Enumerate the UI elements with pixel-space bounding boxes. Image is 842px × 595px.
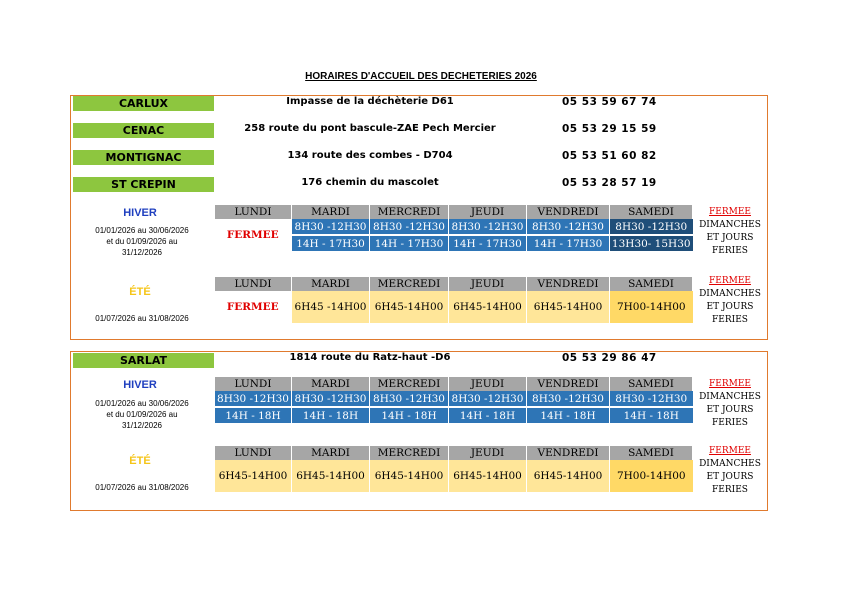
closed-note-line: ET JOURS <box>706 233 754 243</box>
site-phone: 05 53 29 15 59 <box>562 123 657 135</box>
closed-note-line: FERMEE <box>709 379 751 389</box>
closed-note-line: ET JOURS <box>706 405 754 415</box>
site-phone: 05 53 28 57 19 <box>562 177 657 189</box>
day-header: LUNDI <box>215 277 292 291</box>
day-header: MERCREDI <box>370 205 449 219</box>
winter-schedule-table <box>214 205 693 251</box>
day-header: VENDREDI <box>527 277 610 291</box>
season-winter-label: HIVER <box>123 379 157 391</box>
hours-cell: 8H30 -12H30 <box>527 219 610 234</box>
closed-note <box>694 206 766 258</box>
closed-cell: FERMEE <box>215 291 292 323</box>
site-name-montignac: MONTIGNAC <box>73 150 214 165</box>
hours-cell: 14H - 17H30 <box>292 236 370 251</box>
closed-note-line: DIMANCHES <box>699 220 761 230</box>
closed-note-line: FERIES <box>712 418 748 428</box>
closed-note <box>694 275 766 327</box>
hours-cell: 8H30 -12H30 <box>610 391 693 406</box>
season-summer-label: ÉTÉ <box>129 455 151 467</box>
winter-dates-line: et du 01/09/2026 au <box>106 410 178 419</box>
hours-cell: 14H - 17H30 <box>370 236 449 251</box>
closed-cell: FERMEE <box>215 219 292 251</box>
winter-dates-line: 01/01/2026 au 30/06/2026 <box>95 399 189 408</box>
day-header: SAMEDI <box>610 377 693 391</box>
hours-cell: 8H30 -12H30 <box>370 219 449 234</box>
closed-note-line: DIMANCHES <box>699 392 761 402</box>
page-title: HORAIRES D'ACCUEIL DES DECHETERIES 2026 <box>305 71 537 82</box>
closed-note-line: FERMEE <box>709 446 751 456</box>
day-header: SAMEDI <box>610 446 693 460</box>
site-name-st-crepin: ST CREPIN <box>73 177 214 192</box>
hours-cell: 7H00-14H00 <box>610 291 693 323</box>
hours-cell: 8H30 -12H30 <box>370 391 449 406</box>
day-header: MERCREDI <box>370 377 449 391</box>
day-header: JEUDI <box>449 277 527 291</box>
day-header: LUNDI <box>215 377 292 391</box>
hours-cell: 6H45 -14H00 <box>292 291 370 323</box>
season-summer-label: ÉTÉ <box>129 286 151 298</box>
day-header: MERCREDI <box>370 277 449 291</box>
summer-dates: 01/07/2026 au 31/08/2026 <box>95 483 189 492</box>
hours-cell: 6H45-14H00 <box>449 291 527 323</box>
hours-cell: 6H45-14H00 <box>292 460 370 492</box>
day-header: VENDREDI <box>527 205 610 219</box>
winter-dates <box>72 398 212 431</box>
hours-cell: 6H45-14H00 <box>370 291 449 323</box>
site-name-carlux: CARLUX <box>73 96 214 111</box>
summer-dates: 01/07/2026 au 31/08/2026 <box>95 314 189 323</box>
day-header: LUNDI <box>215 446 292 460</box>
closed-note-line: ET JOURS <box>706 302 754 312</box>
closed-note <box>694 378 766 430</box>
winter-schedule-table <box>214 377 693 423</box>
site-address: Impasse de la déchèterie D61 <box>286 96 454 107</box>
hours-cell: 6H45-14H00 <box>527 460 610 492</box>
hours-cell: 8H30 -12H30 <box>449 391 527 406</box>
site-address: 1814 route du Ratz-haut -D6 <box>289 352 451 363</box>
hours-cell: 14H - 18H <box>292 408 370 423</box>
day-header: SAMEDI <box>610 277 693 291</box>
hours-cell: 14H - 18H <box>610 408 693 423</box>
closed-note-line: DIMANCHES <box>699 289 761 299</box>
day-header: MARDI <box>292 205 370 219</box>
hours-cell: 14H - 18H <box>215 408 292 423</box>
closed-note-line: ET JOURS <box>706 472 754 482</box>
season-winter-label: HIVER <box>123 207 157 219</box>
hours-cell: 13H30- 15H30 <box>610 236 693 251</box>
day-header: JEUDI <box>449 446 527 460</box>
day-header: LUNDI <box>215 205 292 219</box>
summer-schedule-table <box>214 446 693 492</box>
hours-cell: 6H45-14H00 <box>527 291 610 323</box>
site-name-cenac: CENAC <box>73 123 214 138</box>
hours-cell: 6H45-14H00 <box>370 460 449 492</box>
hours-cell: 8H30 -12H30 <box>215 391 292 406</box>
day-header: MERCREDI <box>370 446 449 460</box>
winter-dates-line: 01/01/2026 au 30/06/2026 <box>95 226 189 235</box>
site-phone: 05 53 51 60 82 <box>562 150 657 162</box>
hours-cell: 14H - 17H30 <box>527 236 610 251</box>
hours-cell: 14H - 18H <box>449 408 527 423</box>
hours-cell: 6H45-14H00 <box>215 460 292 492</box>
closed-note-line: FERMEE <box>709 276 751 286</box>
hours-cell: 6H45-14H00 <box>449 460 527 492</box>
site-address: 258 route du pont bascule-ZAE Pech Mercier <box>244 123 496 134</box>
hours-cell: 8H30 -12H30 <box>292 391 370 406</box>
hours-cell: 8H30 -12H30 <box>610 219 693 234</box>
day-header: MARDI <box>292 277 370 291</box>
closed-note-line: DIMANCHES <box>699 459 761 469</box>
day-header: JEUDI <box>449 377 527 391</box>
winter-dates-line: et du 01/09/2026 au <box>106 237 178 246</box>
hours-cell: 14H - 18H <box>527 408 610 423</box>
site-name-sarlat: SARLAT <box>73 353 214 368</box>
day-header: MARDI <box>292 377 370 391</box>
closed-note-line: FERIES <box>712 315 748 325</box>
day-header: JEUDI <box>449 205 527 219</box>
day-header: MARDI <box>292 446 370 460</box>
summer-schedule-table <box>214 277 693 323</box>
winter-dates-line: 31/12/2026 <box>121 421 163 430</box>
hours-cell: 7H00-14H00 <box>610 460 693 492</box>
closed-note <box>694 445 766 497</box>
hours-cell: 14H - 17H30 <box>449 236 527 251</box>
winter-dates <box>72 225 212 258</box>
hours-cell: 8H30 -12H30 <box>292 219 370 234</box>
hours-cell: 14H - 18H <box>370 408 449 423</box>
site-address: 176 chemin du mascolet <box>301 177 439 188</box>
hours-cell: 8H30 -12H30 <box>527 391 610 406</box>
day-header: SAMEDI <box>610 205 693 219</box>
day-header: VENDREDI <box>527 377 610 391</box>
site-address: 134 route des combes - D704 <box>287 150 453 161</box>
winter-dates-line: 31/12/2026 <box>121 248 163 257</box>
hours-cell: 8H30 -12H30 <box>449 219 527 234</box>
site-phone: 05 53 59 67 74 <box>562 96 657 108</box>
closed-note-line: FERMEE <box>709 207 751 217</box>
site-phone: 05 53 29 86 47 <box>562 352 657 364</box>
closed-note-line: FERIES <box>712 246 748 256</box>
closed-note-line: FERIES <box>712 485 748 495</box>
day-header: VENDREDI <box>527 446 610 460</box>
